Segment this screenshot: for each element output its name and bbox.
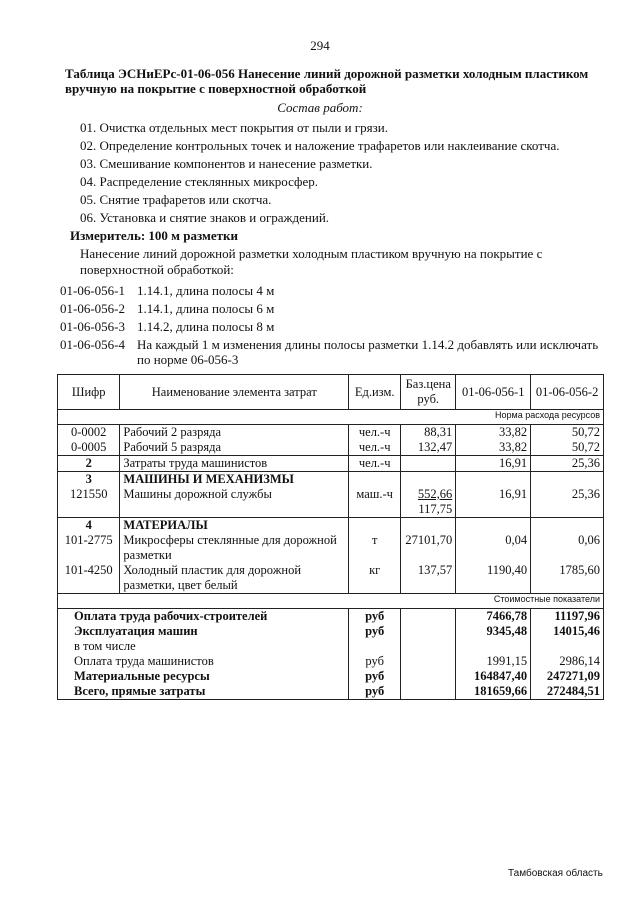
cost-v1: 7466,78 bbox=[456, 609, 531, 625]
cell-code: 2 bbox=[58, 456, 120, 472]
cell-v2: 0,06 bbox=[531, 533, 604, 563]
cell-price bbox=[401, 456, 456, 472]
work-item: 02. Определение контрольных точек и наложение трафаретов или наклеивание скотча. bbox=[80, 138, 560, 153]
cost-row bbox=[58, 654, 604, 669]
work-item: 01. Очистка отдельных мест покрытия от пыли и грязи. bbox=[80, 120, 388, 135]
cost-v1: 181659,66 bbox=[456, 684, 531, 700]
table-row bbox=[58, 533, 604, 563]
cost-v1: 9345,48 bbox=[456, 624, 531, 639]
cost-v2: 2986,14 bbox=[531, 654, 604, 669]
section-row bbox=[58, 472, 604, 488]
cell-price: 27101,70 bbox=[401, 533, 456, 563]
cell-unit: маш.-ч bbox=[349, 487, 401, 518]
cost-v1 bbox=[456, 639, 531, 654]
cell-v2: 25,36 bbox=[531, 456, 604, 472]
cost-v1: 1991,15 bbox=[456, 654, 531, 669]
cost-v2: 272484,51 bbox=[531, 684, 604, 700]
cost-unit: руб bbox=[349, 669, 401, 684]
norm-text-line-1: На каждый 1 м изменения длины полосы разметки 1.14.2 добавлять или исключать bbox=[137, 337, 599, 352]
name-line-2: разметки bbox=[123, 548, 172, 562]
cell-code: 0-0005 bbox=[58, 440, 120, 456]
cell-v2: 50,72 bbox=[531, 425, 604, 441]
price-value-2: 117,75 bbox=[418, 502, 453, 516]
cost-row bbox=[58, 639, 604, 654]
cost-unit: руб bbox=[349, 609, 401, 625]
table-title bbox=[65, 66, 588, 96]
cost-v1: 164847,40 bbox=[456, 669, 531, 684]
cost-name: Оплата труда рабочих-строителей bbox=[58, 609, 349, 625]
cell-v2: 50,72 bbox=[531, 440, 604, 456]
cell-code: 4 bbox=[58, 518, 120, 534]
cost-v2: 11197,96 bbox=[531, 609, 604, 625]
work-item: 05. Снятие трафаретов или скотча. bbox=[80, 192, 272, 207]
cell-unit: чел.-ч bbox=[349, 425, 401, 441]
region-footer: Тамбовская область bbox=[508, 868, 603, 879]
cell-v2: 25,36 bbox=[531, 487, 604, 518]
cell-v2: 1785,60 bbox=[531, 563, 604, 594]
cell-unit: чел.-ч bbox=[349, 456, 401, 472]
norm-text-line-2: по норме 06-056-3 bbox=[137, 352, 239, 367]
cell-v1: 33,82 bbox=[456, 425, 531, 441]
cell-price: 132,47 bbox=[401, 440, 456, 456]
cell-v1: 1190,40 bbox=[456, 563, 531, 594]
work-item: 04. Распределение стеклянных микросфер. bbox=[80, 174, 318, 189]
cost-unit: руб bbox=[349, 624, 401, 639]
norm-text: 1.14.1, длина полосы 6 м bbox=[137, 301, 275, 316]
cell-v1: 16,91 bbox=[456, 487, 531, 518]
norm-text bbox=[137, 337, 598, 367]
cost-row bbox=[58, 609, 604, 625]
title-line-1: Таблица ЭСНиЕРс-01-06-056 Нанесение линий дорожной разметки холодным пластиком bbox=[65, 66, 589, 81]
page-number: 294 bbox=[310, 38, 330, 53]
table-row bbox=[58, 456, 604, 472]
section-title: МАШИНЫ И МЕХАНИЗМЫ bbox=[120, 472, 349, 488]
measure-unit: Измеритель: 100 м разметки bbox=[70, 228, 239, 243]
cell-name: Машины дорожной службы bbox=[120, 487, 349, 518]
cell-name bbox=[120, 563, 349, 594]
header-unit: Ед.изм. bbox=[349, 375, 401, 410]
cell-unit: т bbox=[349, 533, 401, 563]
work-item: 03. Смешивание компонентов и нанесение разметки. bbox=[80, 156, 373, 171]
norm-description bbox=[80, 246, 542, 278]
cell-code: 101-4250 bbox=[58, 563, 120, 594]
header-norm-1: 01-06-056-1 bbox=[456, 375, 531, 410]
name-line-1: Холодный пластик для дорожной bbox=[123, 563, 302, 577]
table-header-row bbox=[58, 375, 604, 410]
cost-row bbox=[58, 624, 604, 639]
cell-name: Рабочий 2 разряда bbox=[120, 425, 349, 441]
cell-code: 121550 bbox=[58, 487, 120, 518]
cost-unit: руб bbox=[349, 654, 401, 669]
name-line-1: Микросферы стеклянные для дорожной bbox=[123, 533, 337, 547]
cell-v1: 0,04 bbox=[456, 533, 531, 563]
cell-code: 3 bbox=[58, 472, 120, 488]
norm-code: 01-06-056-3 bbox=[60, 319, 125, 334]
norm-text: 1.14.2, длина полосы 8 м bbox=[137, 319, 275, 334]
cost-caption: Стоимостные показатели bbox=[58, 594, 604, 609]
title-line-2: вручную на покрытие с поверхностной обработкой bbox=[65, 81, 367, 96]
norm-caption-row bbox=[58, 410, 604, 425]
norm-text: 1.14.1, длина полосы 4 м bbox=[137, 283, 275, 298]
cell-v1: 16,91 bbox=[456, 456, 531, 472]
table-row bbox=[58, 440, 604, 456]
desc-line-1: Нанесение линий дорожной разметки холодным пластиком вручную на покрытие с bbox=[80, 246, 543, 261]
cost-row bbox=[58, 669, 604, 684]
cell-unit: кг bbox=[349, 563, 401, 594]
cost-unit bbox=[349, 639, 401, 654]
cost-row bbox=[58, 684, 604, 700]
header-code: Шифр bbox=[58, 375, 120, 410]
table-row bbox=[58, 425, 604, 441]
resource-table bbox=[57, 374, 604, 700]
header-price: Баз.цена руб. bbox=[401, 375, 456, 410]
name-line-2: разметки, цвет белый bbox=[123, 578, 238, 592]
cell-name: Рабочий 5 разряда bbox=[120, 440, 349, 456]
work-item: 06. Установка и снятие знаков и ограждений. bbox=[80, 210, 330, 225]
cell-unit: чел.-ч bbox=[349, 440, 401, 456]
section-title: МАТЕРИАЛЫ bbox=[120, 518, 349, 534]
cell-code: 0-0002 bbox=[58, 425, 120, 441]
cost-v2: 247271,09 bbox=[531, 669, 604, 684]
work-composition-heading: Состав работ: bbox=[277, 100, 363, 115]
header-norm-2: 01-06-056-2 bbox=[531, 375, 604, 410]
price-value: 552,66 bbox=[417, 487, 453, 501]
cost-name: Эксплуатация машин bbox=[58, 624, 349, 639]
cell-price: 88,31 bbox=[401, 425, 456, 441]
header-name: Наименование элемента затрат bbox=[120, 375, 349, 410]
cost-name: Оплата труда машинистов bbox=[58, 654, 349, 669]
cell-name: Затраты труда машинистов bbox=[120, 456, 349, 472]
table-row bbox=[58, 487, 604, 518]
cell-price: 137,57 bbox=[401, 563, 456, 594]
section-row bbox=[58, 518, 604, 534]
cost-name: в том числе bbox=[58, 639, 349, 654]
cost-v2 bbox=[531, 639, 604, 654]
cost-v2: 14015,46 bbox=[531, 624, 604, 639]
cell-code: 101-2775 bbox=[58, 533, 120, 563]
norm-caption: Норма расхода ресурсов bbox=[58, 410, 604, 425]
norm-code: 01-06-056-1 bbox=[60, 283, 125, 298]
norm-code: 01-06-056-4 bbox=[60, 337, 125, 352]
norm-code: 01-06-056-2 bbox=[60, 301, 125, 316]
cost-name: Всего, прямые затраты bbox=[58, 684, 349, 700]
cost-unit: руб bbox=[349, 684, 401, 700]
table-row bbox=[58, 563, 604, 594]
cost-caption-row bbox=[58, 594, 604, 609]
cell-name bbox=[120, 533, 349, 563]
cost-name: Материальные ресурсы bbox=[58, 669, 349, 684]
cell-v1: 33,82 bbox=[456, 440, 531, 456]
cell-price bbox=[401, 487, 456, 518]
desc-line-2: поверхностной обработкой: bbox=[80, 262, 234, 277]
